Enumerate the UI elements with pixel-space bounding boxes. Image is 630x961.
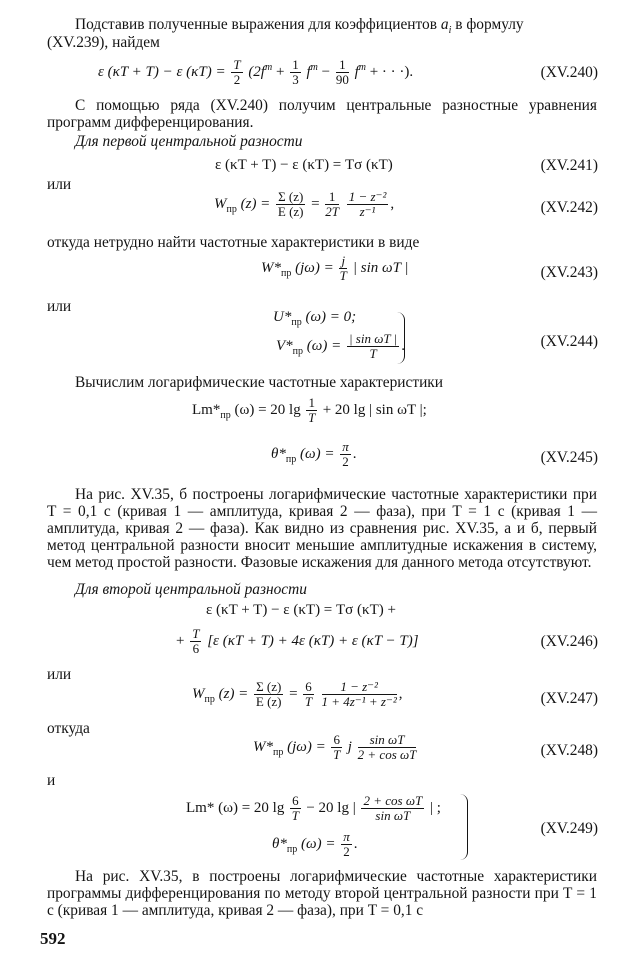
paragraph-intro-line2: (XV.239), найдем: [47, 34, 160, 51]
paragraph-fig-c: На рис. XV.35, в построены логарифмические частотные характеристики программы дифференцирования по методу второй центральной разности при T = 1 с (кривая 1 — амплитуда, кривая 2 — фаза), при T = 0,1 с: [47, 868, 597, 919]
eq240-frac1: [231, 58, 242, 87]
paragraph-compute-log: Вычислим логарифмические частотные характеристики: [75, 374, 444, 391]
eq240-frac3: [336, 58, 349, 87]
intro-text: Подставив полученные выражения для коэффициентов: [75, 16, 438, 33]
eq246-plus: +: [176, 632, 185, 649]
eq249-frac2-den: sin ωT: [375, 808, 411, 823]
equation-xv245-line2: [271, 440, 356, 469]
eq247-frac1-den: E (z): [255, 694, 282, 709]
eq245-theta: θ*: [271, 445, 286, 462]
equation-number-xv243: (XV.243): [540, 264, 598, 281]
eq248-sub: пр: [273, 746, 284, 758]
eq249-dot: .: [353, 835, 358, 852]
paragraph-whence-find: откуда нетрудно найти частотные характеристики в виде: [47, 234, 420, 251]
eq242-eq: =: [311, 195, 320, 212]
equation-xv240: [98, 58, 413, 87]
eq244-frac: [347, 332, 399, 361]
eq240-lhs: ε (κT + T) − ε (κT) =: [98, 63, 226, 80]
equation-number-xv241: (XV.241): [540, 157, 598, 174]
eq247-frac3: [322, 680, 397, 709]
eq247-frac1-num: Σ (z): [256, 679, 282, 694]
eq247-frac2: [303, 680, 314, 709]
eq243-rhs: | sin ωT |: [352, 259, 409, 276]
equation-xv244-line1: [273, 309, 356, 328]
eq247-eq: =: [289, 685, 298, 702]
eq249-mid: − 20 lg |: [306, 799, 356, 816]
eq242-frac1: [276, 190, 305, 219]
eq244-v: V*: [276, 337, 293, 354]
eq242-frac1-den: E (z): [277, 204, 304, 219]
eq245-frac1-den: T: [308, 410, 316, 425]
brace-xv244: [397, 312, 405, 364]
eq244-dot: .: [401, 337, 405, 354]
equation-number-xv247: (XV.247): [540, 690, 598, 707]
eq249-theta: θ*: [272, 835, 287, 852]
eq240-tail: + · · ·).: [369, 63, 414, 80]
eq240-f3: f: [354, 63, 359, 80]
eq242-sub: пр: [226, 203, 237, 215]
eq244-u-rest: (ω) = 0;: [305, 309, 357, 325]
eq249-frac2-num: 2 + cos ωT: [363, 793, 423, 808]
eq242-frac3: [347, 190, 389, 219]
heading-first-central: Для первой центральной разности: [75, 133, 303, 150]
eq240-open: (2f: [248, 63, 265, 80]
eq242-frac1-num: Σ (z): [278, 189, 304, 204]
equation-xv249-line1: [186, 794, 441, 823]
eq248-frac2: [358, 733, 417, 762]
intro-var-sub: i: [448, 25, 452, 37]
eq249-theta-sub: пр: [286, 843, 298, 855]
eq240-frac2: [290, 58, 301, 87]
eq249-frac3-num: π: [343, 829, 350, 844]
eq246-frac: [190, 627, 201, 656]
equation-number-xv248: (XV.248): [540, 742, 598, 759]
eq246-frac-den: 6: [192, 641, 200, 656]
eq247-w: W: [192, 685, 205, 702]
eq245-lm: Lm*: [192, 401, 221, 418]
eq247-comma: ,: [398, 685, 403, 702]
word-whence: откуда: [47, 720, 90, 737]
eq242-arg: (z) =: [240, 195, 271, 212]
eq248-arg: (jω) =: [287, 738, 326, 755]
eq249-end: | ;: [429, 799, 441, 816]
eq242-frac3-num: 1 − z⁻²: [348, 189, 387, 204]
eq245-dot: .: [352, 445, 357, 462]
eq245-frac2-num: π: [342, 439, 349, 454]
eq245-theta-rest: (ω) =: [299, 445, 335, 462]
equation-xv246-line1: ε (κT + T) − ε (κT) = Tσ (κT) +: [206, 602, 396, 618]
equation-xv247: [192, 680, 402, 709]
eq242-comma: ,: [390, 195, 395, 212]
eq245-frac1: [306, 396, 317, 425]
intro-var: a: [440, 16, 449, 33]
eq248-frac1-den: T: [333, 747, 341, 762]
eq240-frac3-num: 1: [336, 58, 349, 73]
equation-number-xv246: (XV.246): [540, 633, 598, 650]
eq247-frac3-den: 1 + 4z⁻¹ + z⁻²: [321, 694, 397, 709]
eq244-frac-den: T: [369, 346, 377, 361]
equation-xv246-line2: [176, 627, 419, 656]
eq247-frac1: [254, 680, 283, 709]
eq245-lm-rest: (ω) = 20 lg: [234, 401, 301, 418]
eq240-f2: f: [306, 63, 311, 80]
eq242-frac2: [325, 190, 339, 219]
eq240-sup1: m: [264, 61, 273, 73]
word-or-2: или: [47, 298, 72, 315]
eq240-frac3-den: 90: [335, 72, 349, 87]
eq244-v-sub: пр: [292, 345, 304, 357]
word-or-1: или: [47, 176, 72, 193]
eq246-rest: [ε (κT + T) + 4ε (κT) + ε (κT − T)]: [207, 632, 419, 649]
heading-second-central: Для второй центральной разности: [75, 581, 307, 598]
eq249-frac1-num: 6: [292, 793, 299, 808]
paragraph-fig-b: На рис. XV.35, б построены логарифмические частотные характеристики при T = 0,1 с (кривая 1 — амплитуда, кривая 2 — фаза), при T = 1 с (кривая 1 — амплитуда, кривая 2 — фаза). Как видно из сравнения рис. XV.35, а и б, первый метод центральной разности вносит меньшие амплитудные искажения в систему, чем метод простой разности. Фазовые искажения для данного метода отсутствуют.: [47, 486, 597, 571]
eq243-frac-den: T: [339, 268, 347, 283]
equation-number-xv242: (XV.242): [540, 199, 598, 216]
eq246-frac-num: T: [192, 626, 200, 641]
eq249-theta-rest: (ω) =: [300, 835, 336, 852]
eq242-frac3-den: z⁻¹: [359, 204, 376, 219]
equation-xv244-line2: [276, 332, 405, 361]
eq243-w: W*: [261, 259, 281, 276]
eq249-frac2: [361, 794, 424, 823]
eq240-frac1-den: 2: [233, 72, 241, 87]
eq243-frac-num: j: [341, 253, 346, 268]
eq244-u-sub: пр: [291, 317, 302, 328]
eq243-frac: [339, 254, 347, 283]
eq244-frac-num: | sin ωT |: [348, 331, 398, 346]
eq242-w: W: [214, 195, 227, 212]
eq240-sup2: m: [310, 61, 318, 73]
equation-xv248: [253, 733, 418, 762]
equation-xv245-line1: [192, 396, 427, 425]
eq248-frac1-num: 6: [333, 732, 340, 747]
eq247-frac2-den: T: [304, 694, 313, 709]
eq240-plus: +: [275, 63, 285, 80]
eq242-frac2-num: 1: [325, 190, 339, 205]
eq245-frac2: [340, 440, 351, 469]
eq248-frac2-num: sin ωT: [358, 733, 417, 748]
eq240-sup3: m: [358, 61, 366, 73]
eq244-u: U*: [273, 309, 292, 325]
equation-number-xv240: (XV.240): [540, 64, 598, 81]
eq245-theta-sub: пр: [285, 453, 297, 465]
eq247-sub: пр: [204, 693, 215, 705]
eq248-frac2-den: 2 + cos ωT: [357, 747, 417, 762]
equation-xv241: ε (κT + T) − ε (κT) = Tσ (κT): [215, 157, 393, 173]
eq247-frac3-num: 1 − z⁻²: [322, 680, 397, 695]
intro-text-end: в формулу: [455, 16, 524, 33]
eq247-frac2-num: 6: [305, 679, 312, 694]
eq244-v-rest: (ω) =: [306, 337, 342, 354]
eq247-arg: (z) =: [218, 685, 249, 702]
paragraph-series: С помощью ряда (XV.240) получим центральные разностные уравнения программ дифференцирования.: [47, 97, 597, 131]
eq245-frac2-den: 2: [342, 454, 349, 469]
eq245-lm-sub: пр: [220, 409, 231, 421]
equation-number-xv245: (XV.245): [540, 449, 598, 466]
equation-number-xv244: (XV.244): [540, 333, 598, 350]
eq240-frac1-num: T: [233, 57, 241, 72]
equation-xv242: [214, 190, 394, 219]
eq240-frac2-num: 1: [292, 57, 299, 72]
word-and: и: [47, 772, 56, 789]
eq249-lm: Lm* (ω) = 20 lg: [186, 799, 285, 816]
eq243-sub: пр: [281, 267, 292, 279]
eq242-frac2-den: 2T: [325, 204, 340, 219]
eq245-lm-rhs: + 20 lg | sin ωT |;: [322, 401, 427, 418]
word-or-3: или: [47, 666, 72, 683]
eq248-w: W*: [253, 738, 273, 755]
equation-number-xv249: (XV.249): [540, 820, 598, 837]
eq240-minus: −: [321, 63, 331, 80]
brace-xv249: [460, 794, 468, 860]
equation-xv249-line2: [272, 830, 357, 859]
eq249-frac3: [341, 830, 352, 859]
eq248-j: j: [347, 738, 352, 755]
equation-xv243: [261, 254, 409, 283]
eq248-frac1: [331, 733, 342, 762]
eq243-arg: (jω) =: [295, 259, 334, 276]
eq245-frac1-num: 1: [308, 395, 315, 410]
eq249-frac3-den: 2: [343, 844, 350, 859]
eq249-frac1-den: T: [291, 808, 299, 823]
eq240-frac2-den: 3: [292, 72, 299, 87]
eq249-frac1: [290, 794, 301, 823]
page-number: 592: [40, 929, 66, 948]
